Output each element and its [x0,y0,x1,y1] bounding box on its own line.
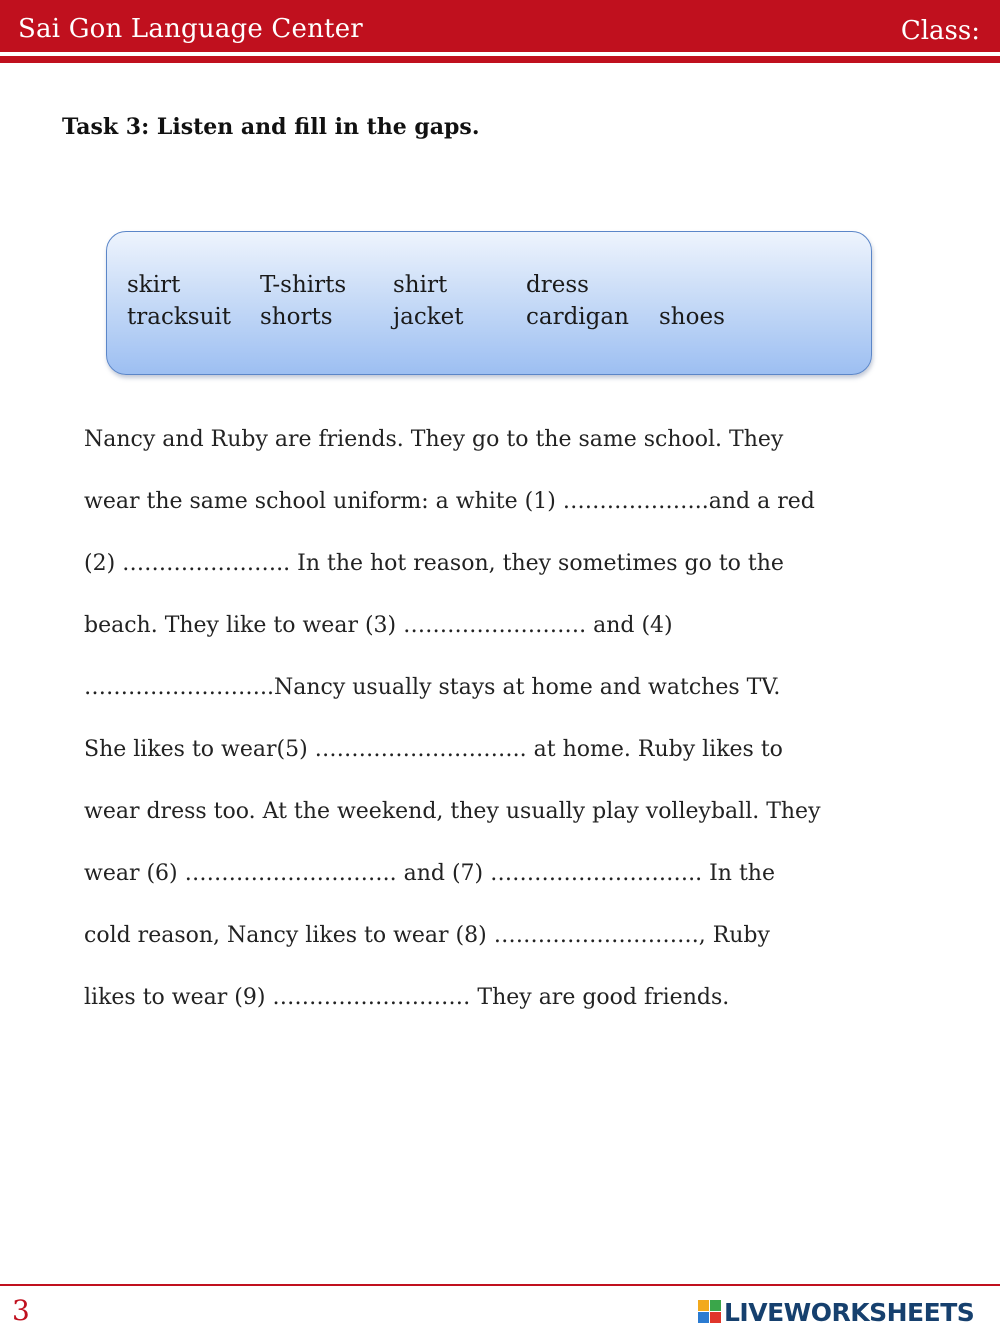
liveworksheets-logo-icon [698,1300,722,1324]
passage-line: ……………………..Nancy usually stays at home and watches TV. [84,675,781,700]
word-bank-item: shorts [260,304,333,330]
class-label: Class: [900,16,980,46]
passage-line: wear dress too. At the weekend, they usually play volleyball. They [84,799,821,824]
passage-line: Nancy and Ruby are friends. They go to the same school. They [84,427,784,452]
passage-line: wear (6) ……………………….. and (7) ……………………….. In the [84,861,775,886]
word-bank-item: cardigan [526,304,629,330]
passage-line: beach. They like to wear (3) ……………………. and (4) [84,613,673,638]
passage-line: (2) ………………….. In the hot reason, they sometimes go to the [84,551,784,576]
header-divider [0,56,1000,63]
task-title: Task 3: Listen and fill in the gaps. [62,114,480,140]
word-bank-item: T-shirts [260,272,347,298]
header-bar [0,0,1000,52]
passage-line: cold reason, Nancy likes to wear (8) ………………………., Ruby [84,923,770,948]
liveworksheets-brand[interactable] [698,1296,974,1328]
word-bank-item: shoes [659,304,725,330]
footer-divider [0,1284,1000,1286]
passage-line: She likes to wear(5) ……………………….. at home. Ruby likes to [84,737,783,762]
word-bank-item: jacket [393,304,464,330]
passage-line: likes to wear (9) ……………………… They are good friends. [84,985,730,1010]
passage-line: wear the same school uniform: a white (1) ………………..and a red [84,489,815,514]
word-bank-box [106,231,872,375]
page-number: 3 [12,1294,30,1327]
center-name: Sai Gon Language Center [18,14,363,44]
word-bank-item: tracksuit [127,304,231,330]
word-bank-item: skirt [127,272,181,298]
brand-name: LIVEWORKSHEETS [724,1297,975,1327]
word-bank-item: shirt [393,272,448,298]
word-bank-item: dress [526,272,589,298]
